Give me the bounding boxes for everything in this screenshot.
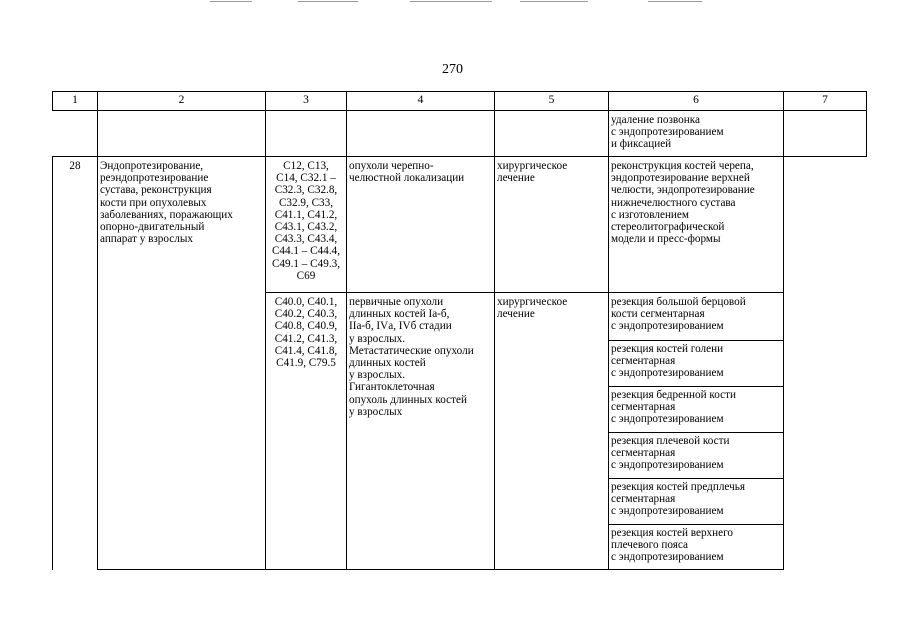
method-b-1: резекция большой берцовой кости сегментарная с эндопротезированием — [611, 296, 746, 333]
condition-b: первичные опухоли длинных костей Iа-б, IIа-б, IVа, IVб стадии у взрослых. Метастатические опухоли длинных костей у взрослых. Гигантоклеточная опухоль длинных костей у взрослых — [349, 296, 474, 418]
icd-codes-b: C40.0, C40.1, C40.2, C40.3, C40.8, C40.9, C41.2, C41.3, C41.4, C41.8, C41.9, C79.5 — [274, 296, 338, 370]
continuation-method: удаление позвонка с эндопротезированием и фиксацией — [611, 114, 724, 151]
method-b-2: резекция костей голени сегментарная с эндопротезированием — [611, 343, 724, 380]
treatment-b: хирургическое лечение — [497, 296, 568, 321]
row-number: 28 — [69, 160, 81, 172]
procedure-name: Эндопротезирование, реэндопротезирование сустава, реконструкция кости при опухолевых заболеваниях, поражающих опорно-двигательный аппарат у взрослых — [100, 160, 233, 246]
method-b-6: резекция костей верхнего плечевого пояса с эндопротезированием — [611, 527, 734, 564]
column-header: 3 — [303, 94, 309, 106]
method-b-5: резекция костей предплечья сегментарная с эндопротезированием — [611, 481, 745, 518]
page-number: 270 — [442, 62, 463, 77]
column-header: 2 — [178, 94, 185, 106]
method-b-3: резекция бедренной кости сегментарная с эндопротезированием — [611, 389, 736, 426]
column-header: 5 — [548, 94, 555, 106]
column-header: 1 — [72, 94, 78, 106]
method-b-4: резекция плечевой кости сегментарная с эндопротезированием — [611, 435, 730, 472]
treatment-a: хирургическое лечение — [497, 160, 568, 185]
condition-a: опухоли черепно- челюстной локализации — [349, 160, 465, 185]
method-a: реконструкция костей черепа, эндопротезирование верхней челюсти, эндопротезирование нижнечелюстного сустава с изготовлением стереолитографической модели и пресс-формы — [611, 160, 755, 246]
column-header: 4 — [417, 94, 424, 106]
column-header: 7 — [822, 94, 828, 106]
icd-codes-a: C12, C13, C14, C32.1 – C32.3, C32.8, C32.9, C33, C41.1, C41.2, C43.1, C43.2, C43.3, C43.4, C44.1 – C44.4, C49.1 – C49.3, C69 — [271, 160, 341, 282]
column-header: 6 — [693, 94, 699, 106]
